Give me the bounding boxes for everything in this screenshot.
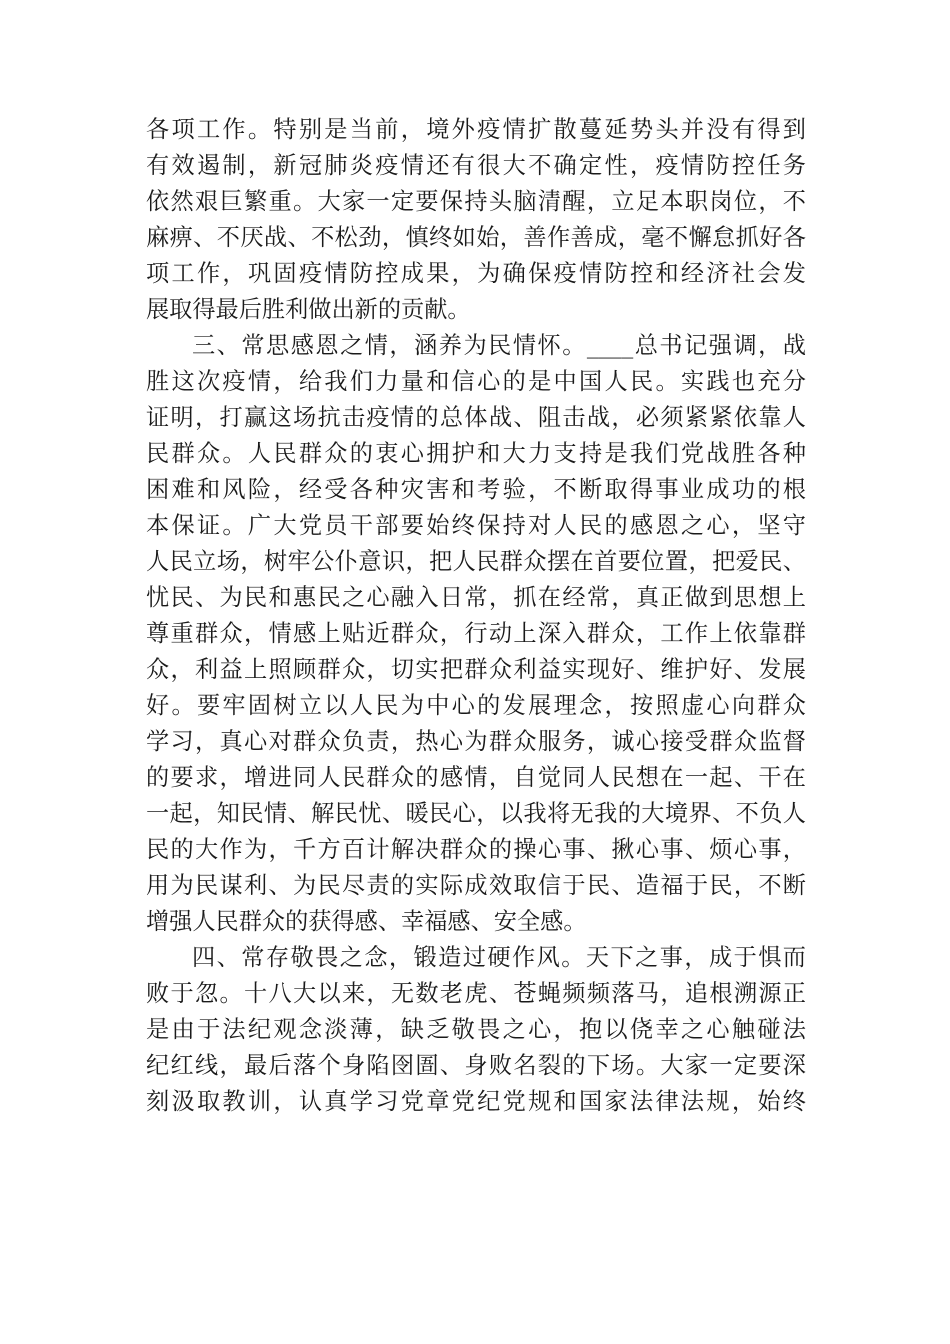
text-line: 项工作，巩固疫情防控成果，为确保疫情防控和经济社会发 bbox=[146, 260, 806, 287]
text-line: 增强人民群众的获得感、幸福感、安全感。 bbox=[146, 908, 587, 935]
paragraph-continuation bbox=[146, 112, 806, 328]
text-line: 民的大作为，千方百计解决群众的操心事、揪心事、烦心事， bbox=[146, 836, 806, 863]
text-line: 纪红线，最后落个身陷囹圄、身败名裂的下场。大家一定要深 bbox=[146, 1052, 806, 1079]
text-line: 好。要牢固树立以人民为中心的发展理念，按照虚心向群众 bbox=[146, 692, 806, 719]
text-line: 一起，知民情、解民忧、暖民心，以我将无我的大境界、不负人 bbox=[146, 800, 806, 827]
paragraph-section-three bbox=[146, 328, 806, 940]
text-line: 用为民谋利、为民尽责的实际成效取信于民、造福于民，不断 bbox=[146, 872, 806, 899]
text-line: 三、常思感恩之情，涵养为民情怀。____总书记强调，战 bbox=[192, 332, 806, 359]
text-line: 胜这次疫情，给我们力量和信心的是中国人民。实践也充分 bbox=[146, 368, 806, 395]
text-line: 各项工作。特别是当前，境外疫情扩散蔓延势头并没有得到 bbox=[146, 116, 806, 143]
text-line: 麻痹、不厌战、不松劲，慎终如始，善作善成，毫不懈怠抓好各 bbox=[146, 224, 806, 251]
text-line: 忧民、为民和惠民之心融入日常，抓在经常，真正做到思想上 bbox=[146, 584, 806, 611]
text-line: 败于忽。十八大以来，无数老虎、苍蝇频频落马，追根溯源正 bbox=[146, 980, 806, 1007]
text-line: 四、常存敬畏之念，锻造过硬作风。天下之事，成于惧而 bbox=[192, 944, 806, 971]
text-line: 困难和风险，经受各种灾害和考验，不断取得事业成功的根 bbox=[146, 476, 806, 503]
text-line: 依然艰巨繁重。大家一定要保持头脑清醒，立足本职岗位，不 bbox=[146, 188, 806, 215]
text-line: 刻汲取教训，认真学习党章党纪党规和国家法律法规，始终 bbox=[146, 1088, 806, 1115]
text-line: 人民立场，树牢公仆意识，把人民群众摆在首要位置，把爱民、 bbox=[146, 548, 806, 575]
paragraph-section-four bbox=[146, 940, 806, 1120]
text-line: 的要求，增进同人民群众的感情，自觉同人民想在一起、干在 bbox=[146, 764, 806, 791]
text-line: 是由于法纪观念淡薄，缺乏敬畏之心，抱以侥幸之心触碰法 bbox=[146, 1016, 806, 1043]
text-line: 证明，打赢这场抗击疫情的总体战、阻击战，必须紧紧依靠人 bbox=[146, 404, 806, 431]
document-body bbox=[146, 112, 806, 1120]
text-line: 有效遏制，新冠肺炎疫情还有很大不确定性，疫情防控任务 bbox=[146, 152, 806, 179]
text-line: 众，利益上照顾群众，切实把群众利益实现好、维护好、发展 bbox=[146, 656, 806, 683]
text-line: 尊重群众，情感上贴近群众，行动上深入群众，工作上依靠群 bbox=[146, 620, 806, 647]
text-line: 民群众。人民群众的衷心拥护和大力支持是我们党战胜各种 bbox=[146, 440, 806, 467]
text-line: 学习，真心对群众负责，热心为群众服务，诚心接受群众监督 bbox=[146, 728, 806, 755]
text-line: 展取得最后胜利做出新的贡献。 bbox=[146, 296, 471, 323]
text-line: 本保证。广大党员干部要始终保持对人民的感恩之心，坚守 bbox=[146, 512, 806, 539]
